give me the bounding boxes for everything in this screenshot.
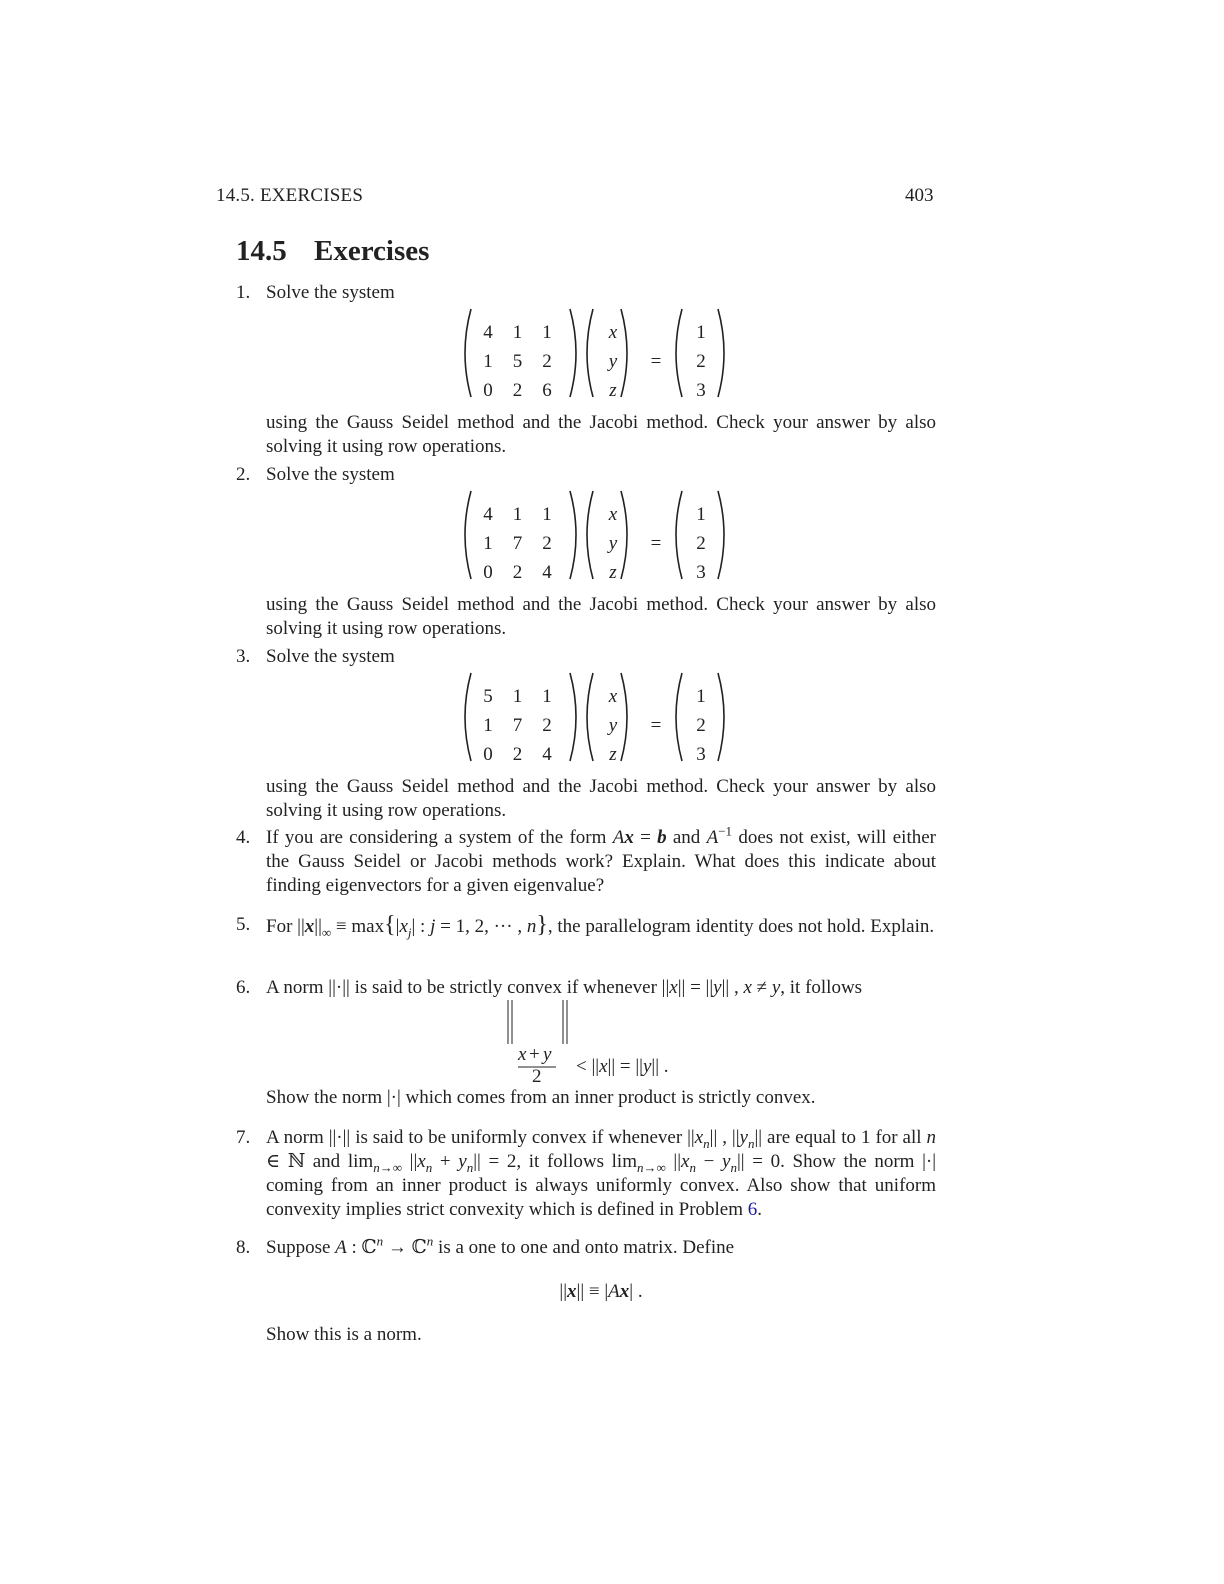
matrix-entry: 3 [696,562,706,583]
norm-definition-formula: ||x|| ≡ |Ax| . [559,1281,643,1302]
exercise-1 [236,281,936,459]
text: and [666,827,707,848]
exercise-number: 2. [236,464,251,485]
matrix-entry: y [608,533,618,554]
text: which comes from an inner product is strictly convex. [400,1087,816,1108]
text: is a one to one and onto matrix. Define [433,1237,735,1258]
matrix-equation [266,487,966,587]
svg-text:+: + [529,1044,540,1065]
matrix-equation [266,305,966,405]
text: using the Gauss Seidel method and the Jacobi method. Check your answer by also solving it using row operations. [266,776,936,821]
text: are equal to 1 for all [762,1127,927,1148]
right-paren [621,491,627,579]
exercise-number: 4. [236,827,251,848]
exercise-number: 7. [236,1127,251,1148]
text: Solve the system [266,646,395,667]
matrix-entry: x [608,504,618,525]
matrix-entry: 2 [542,715,552,736]
text: If you are considering a system of the form [266,827,613,848]
text: A norm [266,977,329,998]
matrix-entry: z [609,562,617,583]
text: coming from an inner product is always uniformly convex. Also show that uniform convexity implies strict convexity which is defined in Problem [266,1175,936,1220]
matrix-entry: 3 [696,380,706,401]
matrix-entry: 0 [483,380,493,401]
left-paren [465,491,471,579]
text: . [757,1199,763,1220]
matrix-entry: 2 [512,744,523,765]
right-paren [621,673,627,761]
matrix-entry: z [609,744,617,765]
matrix-entry: 2 [696,715,706,736]
left-paren [676,491,682,579]
text: and [305,1151,348,1172]
left-paren [676,673,682,761]
exercise-number: 8. [236,1237,251,1258]
left-paren [587,309,593,397]
matrix-entry: 4 [483,504,493,525]
right-paren [718,673,724,761]
matrix-entry: 7 [512,715,523,736]
text: using the Gauss Seidel method and the Jacobi method. Check your answer by also solving it using row operations. [266,412,936,457]
exercise-7: 7. A norm ||·|| is said to be uniformly convex if whenever $||x_n||$ , $||y_n||$ are equal to 1 for all n ∈ ℕ and $\lim_{n\to\infty} ||x_n + y_n|| = 2$, it follows $\lim_{n\to\infty} ||x_n - y_n|| = 0$. Show the norm |·| coming from an inner product is always uniformly convex. Also show that uniform convexity implies strict convexity which is defined in Problem 6. [236,1127,937,1220]
exercise-number: 6. [236,977,251,998]
matrix-entry: 1 [542,322,552,343]
matrix-entry: 4 [542,744,552,765]
matrix-entry: 4 [483,322,493,343]
right-paren [718,309,724,397]
matrix-entry: 1 [542,686,552,707]
exercise-3 [236,645,936,823]
problem-6-link[interactable]: 6 [747,1199,758,1220]
matrix-entry: 1 [696,504,706,525]
left-paren [587,673,593,761]
matrix-entry: 4 [542,562,552,583]
matrix-entry: 1 [512,504,523,525]
exercise-5: 5. For $||x||_\infty \equiv \max\{|x_j|$ : j = 1, 2, ··· , n}, the parallelogram identity does not hold. Explain. [236,912,935,940]
matrix-entry: 2 [696,351,706,372]
matrix-entry: 1 [483,715,493,736]
equals-sign: = [650,715,662,736]
right-paren [570,309,576,397]
left-paren [465,673,471,761]
matrix-entry: 0 [483,562,493,583]
matrix-entry: y [608,715,618,736]
exercise-number: 5. [236,914,251,935]
matrix-entry: 3 [696,744,706,765]
text: Show this is a norm. [266,1324,422,1345]
matrix-entry: z [609,380,617,401]
text: , it follows [516,1151,612,1172]
matrix-equation [266,669,966,769]
matrix-entry: x [608,322,618,343]
equals-sign: = [650,533,662,554]
strict-convexity-formula [266,1000,936,1086]
text: , it follows [780,977,863,998]
matrix-entry: 1 [696,686,706,707]
matrix-entry: 2 [696,533,706,554]
matrix-entry: 5 [512,351,523,372]
running-head: 14.5. EXERCISES [216,185,364,206]
matrix-entry: 5 [483,686,493,707]
page-number: 403 [905,185,934,206]
svg-text:< ||x|| = ||y|| .: < ||x|| = ||y|| . [576,1056,669,1077]
matrix-entry: 7 [512,533,523,554]
matrix-entry: 6 [542,380,552,401]
matrix-entry: x [608,686,618,707]
svg-text:x: x [518,1044,527,1065]
right-paren [570,491,576,579]
section-title-text: Exercises [314,235,430,267]
text: Solve the system [266,282,395,303]
matrix-entry: y [608,351,618,372]
right-paren [570,673,576,761]
matrix-entry: 2 [542,533,552,554]
right-paren [621,309,627,397]
text: A norm [266,1127,329,1148]
text: Solve the system [266,464,395,485]
matrix-entry: 2 [512,380,523,401]
exercise-6: 6. A norm ||·|| is said to be strictly convex if whenever ||x|| = ||y|| , x ≠ y, it follows x + y 2 < ||x|| = ||y|| . Show the norm |·| which comes from an inner product is strictly convex. [236,976,936,1110]
matrix-entry: 1 [696,322,706,343]
svg-text:y: y [543,1044,552,1065]
text: , the parallelogram identity does not hold. Explain. [547,916,935,937]
matrix-entry: 0 [483,744,493,765]
text: Show the norm [266,1087,387,1108]
exercise-number: 3. [236,646,251,667]
text: Suppose [266,1237,336,1258]
exercise-number: 1. [236,282,251,303]
exercise-2 [236,463,936,641]
exercise-4: 4. If you are considering a system of the form Ax = b and $A^{-1}$ does not exist, will either the Gauss Seidel or Jacobi methods work? Explain. What does this indicate about finding eigenvectors for a given eigenvalue? [236,823,936,896]
text: is said to be uniformly convex if whenever [355,1127,688,1148]
equals-sign: = [650,351,662,372]
matrix-entry: 1 [512,322,523,343]
matrix-entry: 2 [542,351,552,372]
right-paren [718,491,724,579]
svg-text:2: 2 [532,1066,542,1086]
text: . Show the norm [780,1151,923,1172]
section-title [236,233,429,269]
matrix-entry: 1 [512,686,523,707]
left-paren [465,309,471,397]
matrix-entry: 1 [483,533,493,554]
text: is said to be strictly convex if whenever [354,977,662,998]
text: does not exist, will either the Gauss Seidel or Jacobi methods work? Explain. What does this indicate about finding eigenvectors for a given eigenvalue? [266,827,936,896]
left-paren [587,491,593,579]
text: using the Gauss Seidel method and the Jacobi method. Check your answer by also solving it using row operations. [266,594,936,639]
matrix-entry: 1 [483,351,493,372]
matrix-entry: 1 [542,504,552,525]
matrix-entry: 2 [512,562,523,583]
text: For [266,916,298,937]
left-paren [676,309,682,397]
section-number: 14.5 [236,235,287,267]
exercise-8: 8. Suppose A : ℂ$^n$ → ℂ$^n$ is a one to one and onto matrix. Define ||x|| ≡ |Ax| . Show this is a norm. [236,1236,936,1347]
